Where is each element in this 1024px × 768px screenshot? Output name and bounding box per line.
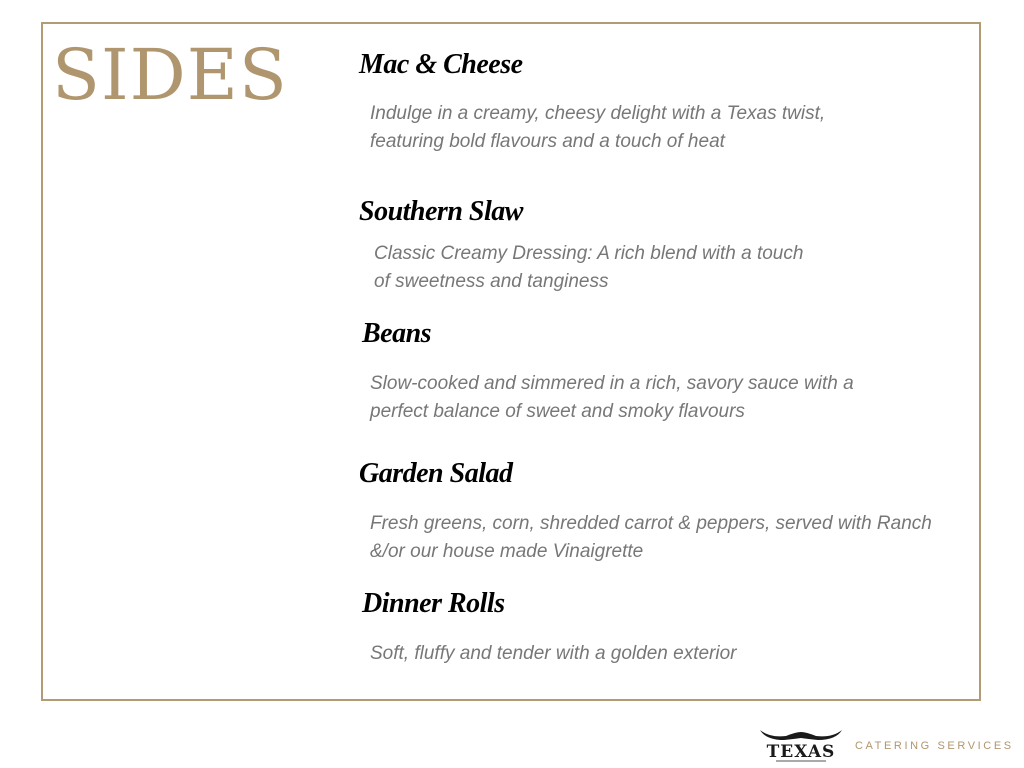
menu-item-name: Garden Salad	[359, 458, 513, 489]
logo-wordmark: TEXAS	[766, 742, 836, 762]
footer-tagline: CATERING SERVICES	[855, 740, 1014, 752]
menu-item-name: Southern Slaw	[359, 196, 523, 227]
menu-item-description: Slow-cooked and simmered in a rich, savory sauce with a	[370, 373, 854, 394]
longhorn-horns-icon	[760, 730, 842, 740]
menu-item-description: of sweetness and tanginess	[374, 271, 609, 292]
menu-item-description: Soft, fluffy and tender with a golden exterior	[370, 643, 737, 664]
menu-item-description: Indulge in a creamy, cheesy delight with a Texas twist,	[370, 103, 826, 124]
texas-logo	[756, 724, 846, 764]
menu-item-description: featuring bold flavours and a touch of heat	[370, 131, 725, 152]
menu-item-name: Mac & Cheese	[359, 49, 523, 80]
menu-item-description: Fresh greens, corn, shredded carrot & peppers, served with Ranch	[370, 513, 932, 534]
menu-item-description: perfect balance of sweet and smoky flavours	[370, 401, 745, 422]
menu-item-name: Beans	[362, 318, 432, 349]
menu-item-description: Classic Creamy Dressing: A rich blend with a touch	[374, 243, 804, 264]
menu-item-description: &/or our house made Vinaigrette	[370, 541, 644, 562]
menu-item-name: Dinner Rolls	[362, 588, 505, 619]
page-title: SIDES	[52, 34, 288, 116]
